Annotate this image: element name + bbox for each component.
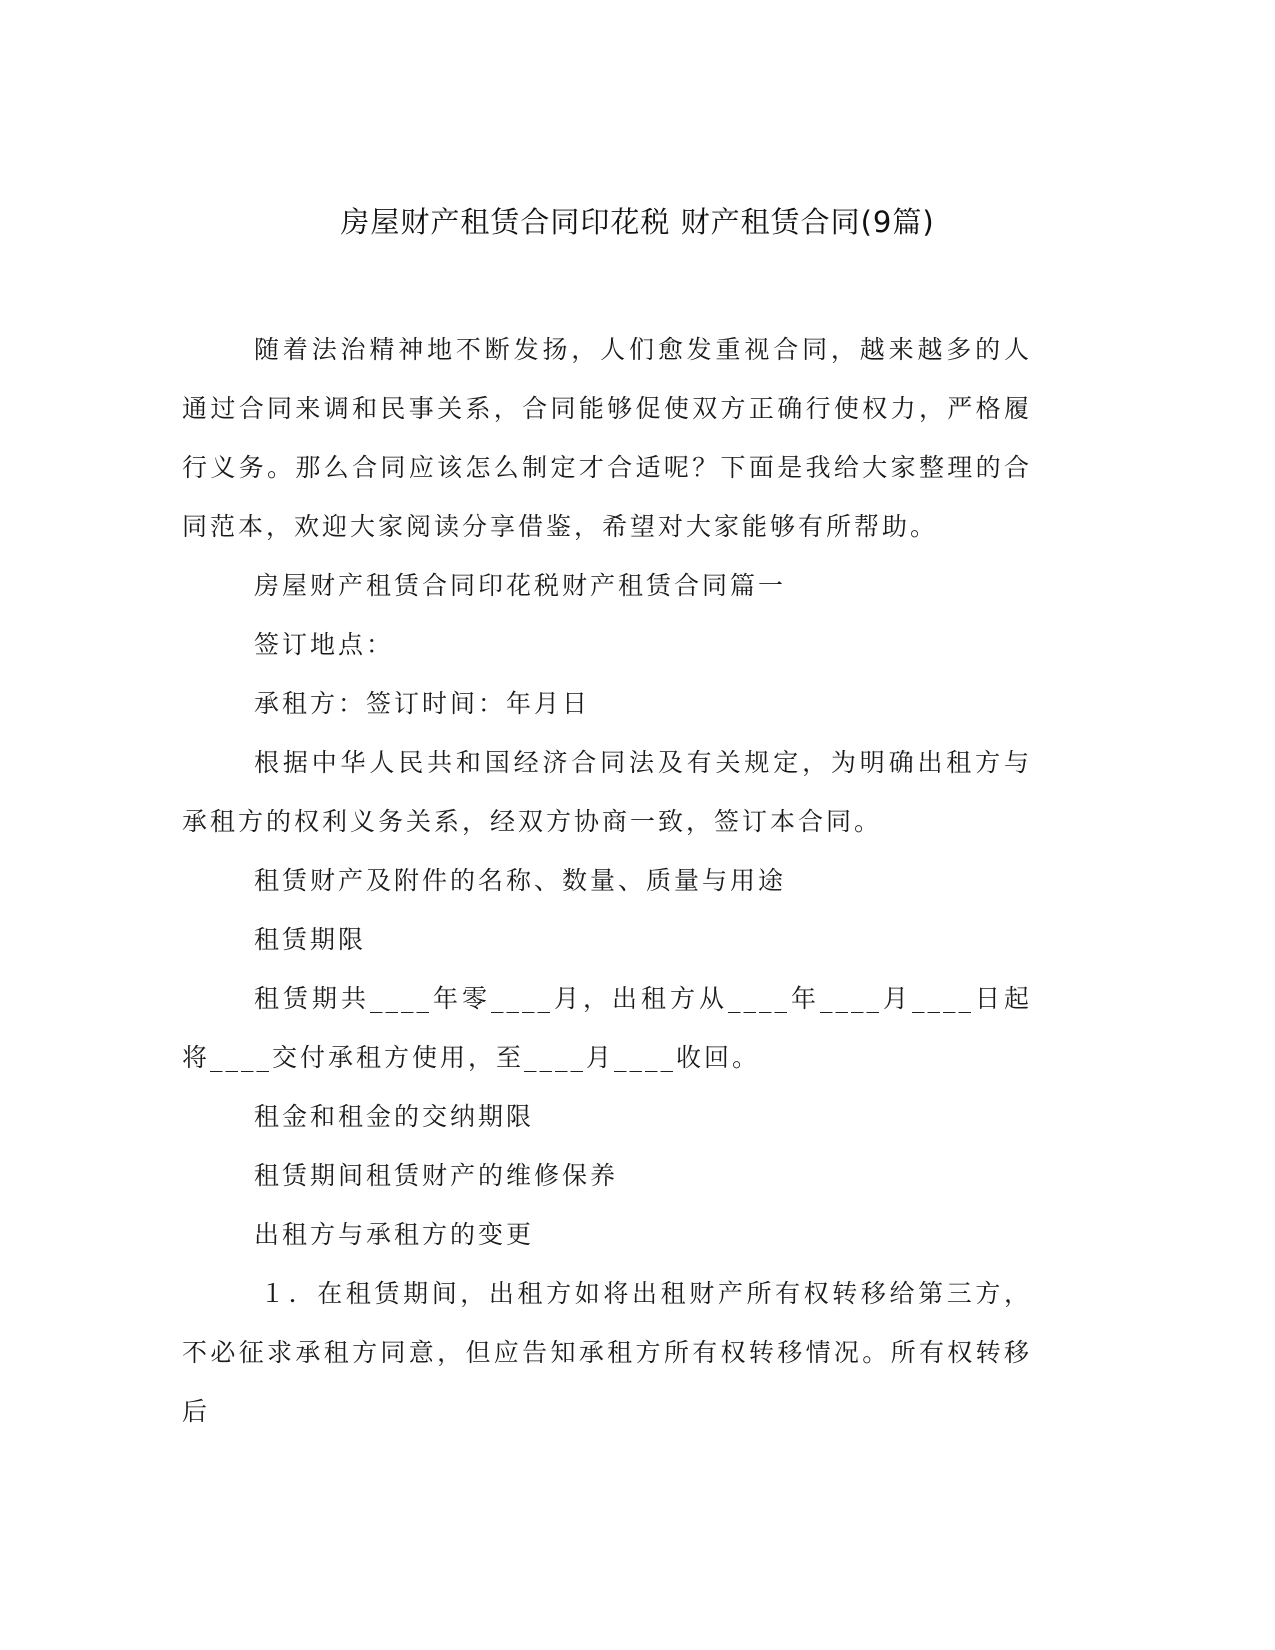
preamble-paragraph: 根据中华人民共和国经济合同法及有关规定，为明确出租方与承租方的权利义务关系，经双方协商一致，签订本合同。: [182, 748, 1032, 836]
signing-place-line: 签订地点：: [254, 630, 395, 659]
intro-paragraph: 随着法治精神地不断发扬，人们愈发重视合同，越来越多的人通过合同来调和民事关系，合同能够促使双方正确行使权力，严格履行义务。那么合同应该怎么制定才合适呢？下面是我给大家整理的合同范本，欢迎大家阅读分享借鉴，希望对大家能够有所帮助。: [182, 335, 1032, 541]
clause-heading-maintenance: 租赁期间租赁财产的维修保养: [254, 1161, 619, 1190]
document-title: 房屋财产租赁合同印花税 财产租赁合同(9篇): [340, 205, 935, 239]
clause-heading-rent: 租金和租金的交纳期限: [254, 1102, 535, 1131]
lessee-line: 承租方：签订时间：年月日: [254, 689, 591, 718]
clause-heading-term: 租赁期限: [254, 925, 367, 954]
document-body: [182, 320, 1032, 1441]
clause-heading-change: 出租方与承租方的变更: [254, 1220, 535, 1249]
section-heading: 房屋财产租赁合同印花税财产租赁合同篇一: [254, 571, 787, 600]
clause-heading-property: 租赁财产及附件的名称、数量、质量与用途: [254, 866, 787, 895]
term-paragraph: 租赁期共____年零____月，出租方从____年____月____日起将____交付承租方使用，至____月____收回。: [182, 984, 1032, 1072]
clause-item-1: １．在租赁期间，出租方如将出租财产所有权转移给第三方，不必征求承租方同意，但应告知承租方所有权转移情况。所有权转移后: [182, 1279, 1032, 1426]
